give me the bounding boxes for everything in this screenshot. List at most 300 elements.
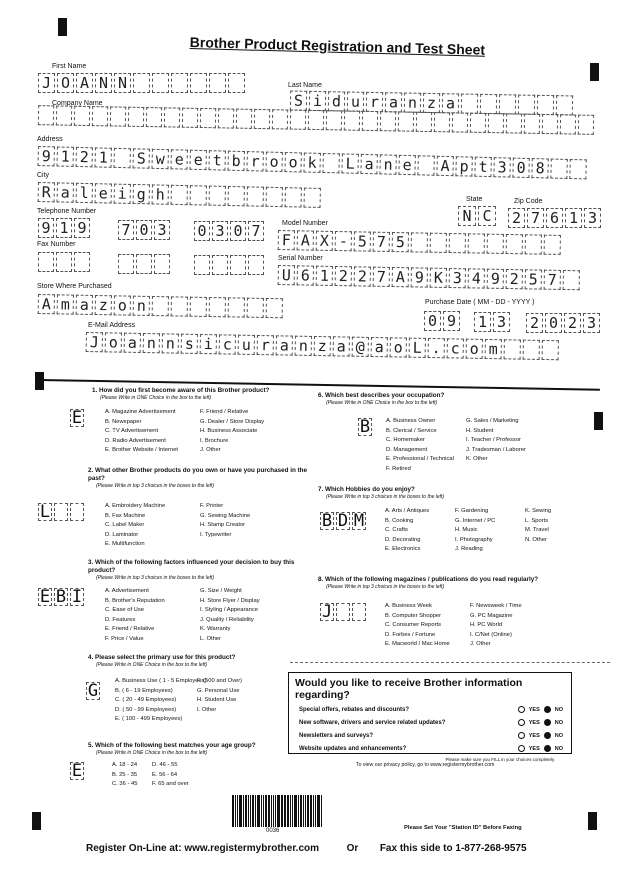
option-item: D. Features [105,616,136,623]
answer-box: B [359,417,371,437]
char-cell: n [379,154,396,174]
char-cell: 1 [56,218,72,238]
option-item: A. Business Use ( 1 - 5 Employees) [115,678,207,684]
char-cell: e [189,150,206,170]
question-7-text: 7. Which Hobbies do you enjoy? [318,486,415,493]
barcode-bar [271,795,272,827]
option-item: B. Cooking [385,517,414,524]
store-field[interactable] [38,294,283,318]
address-label: Address [37,136,63,143]
telephone-prefix-field[interactable] [118,220,170,240]
yes-radio[interactable] [518,745,525,752]
barcode-bar [281,795,283,827]
char-cell: o [105,332,122,352]
option-item: N. Other [525,536,547,543]
option-item: A. Embroidery Machine [105,503,166,509]
option-item: I. Typewriter [200,531,232,538]
question-8 [318,576,598,590]
char-cell [506,113,522,133]
option-item: E. Electronics [385,546,421,553]
char-cell [542,340,559,360]
question-5-instruction: (Please Write in ONE Choice in the box to the left) [96,749,208,756]
form-title: Brother Product Registration and Test Sheet [189,34,486,58]
option-item: K. Sewing [525,508,552,514]
barcode-bar [310,795,312,827]
answer-box: J [321,602,333,622]
yes-no-choice [518,745,563,752]
char-cell: 1 [474,312,491,332]
purchase-day-field[interactable] [474,312,510,332]
question-1-answer[interactable] [70,409,84,427]
char-cell: m [57,294,74,314]
answer-box: E [39,587,51,607]
char-cell: 0 [136,220,152,240]
purchase-month-field[interactable] [424,311,460,331]
option-item: M. Travel [525,527,549,534]
serial-number-field[interactable] [278,265,580,290]
option-item: I. Styling / Appearance [200,607,259,614]
char-cell [152,296,169,316]
option-item: L. Other [200,636,221,642]
char-cell [152,73,169,93]
brother-info-box [288,672,572,762]
char-cell: A [297,230,314,250]
char-cell [171,185,188,205]
char-cell [182,108,198,128]
barcode-bar [294,795,297,827]
answer-box: B [321,511,333,531]
info-option-row [289,703,571,716]
char-cell: S [290,91,307,111]
registration-mark [32,812,41,830]
first-name-field[interactable] [38,73,245,93]
char-cell [285,187,302,207]
question-5-answer[interactable] [70,762,84,780]
zip-field[interactable] [508,208,601,228]
char-cell: a [385,92,402,112]
option-item: F. Friend / Relative [200,409,249,415]
char-cell: z [314,336,331,356]
char-cell: 4 [468,268,485,288]
char-cell: 7 [373,232,390,252]
char-cell: O [57,73,74,93]
option-item: B. Newspaper [105,418,142,425]
char-cell: @ [352,337,369,357]
option-item: A. Advertisement [105,588,149,594]
no-label: NO [554,745,563,752]
char-cell [411,232,428,252]
char-cell: o [466,339,483,359]
option-item: C. 36 - 45 [112,781,138,788]
char-cell: z [95,295,112,315]
option-item: D. Radio Advertisement [105,437,166,444]
option-item: B. 25 - 35 [112,771,138,778]
barcode-bar [257,795,260,827]
answer-box: I [71,587,83,607]
footer [86,843,527,854]
no-radio[interactable] [544,745,551,752]
yes-label: YES [528,732,540,739]
char-cell: S [132,148,149,168]
barcode-bar [265,795,267,827]
char-cell: 9 [74,218,90,238]
char-cell [171,73,188,93]
city-label: City [37,172,50,179]
company-name-label: Company Name [52,100,103,107]
barcode-bar [298,795,299,827]
option-item: F. Retired [386,466,411,472]
char-cell [247,186,264,206]
info-box-footnote: Please make sure you FILL in your choices completely. [445,757,555,762]
option-item: C. Ease of Use [105,607,144,614]
char-cell [304,188,321,208]
option-item: G. Sewing Machine [200,512,251,519]
option-item: C. Crafts [385,527,408,534]
serial-number-label: Serial Number [278,255,323,262]
barcode-bar [250,795,251,827]
option-item: A. Magazine Advertisement [105,409,176,415]
char-cell [380,111,396,131]
char-cell [416,112,432,132]
char-cell: 0 [424,311,441,331]
model-number-label: Model Number [282,220,328,227]
char-cell: 3 [493,157,510,177]
email-label: E-Mail Address [88,322,136,329]
barcode-bar [245,795,247,827]
option-item: G. Dealer / Store Display [200,418,265,425]
fax-area-field[interactable] [38,252,90,272]
char-cell: a [76,295,93,315]
option-item: K. Other [466,456,488,463]
char-cell: k [303,152,320,172]
option-item: B. Brother's Reputation [105,597,165,604]
char-cell [56,105,72,125]
char-cell: i [114,184,131,204]
question-6-answer[interactable] [358,418,372,436]
char-cell: g [133,184,150,204]
question-6 [318,392,578,406]
char-cell [499,94,516,114]
char-cell [194,255,210,275]
barcode-bar [285,795,286,827]
char-cell [417,155,434,175]
option-item: H. Business Associate [200,428,258,435]
option-item: J. Other [470,641,491,648]
question-6-instruction: (Please Write in ONE Choice in the box to the left) [326,399,438,406]
option-item: F. Printer [200,503,224,509]
info-option-label: New software, drivers and service related updates? [299,719,446,726]
char-cell: n [404,93,421,113]
char-cell [480,94,497,114]
char-cell [452,112,468,132]
char-cell: p [455,156,472,176]
option-item: B. ( 6 - 19 Employees) [115,687,173,694]
barcode-bar [275,795,276,827]
char-cell: 7 [118,220,134,240]
char-cell: 0 [545,313,562,333]
option-item: F. Price / Value [105,636,144,642]
option-item: A. Arts / Antiques [385,508,430,514]
option-item: I. Teacher / Professor [466,437,521,444]
option-item: G. PC Magazine [470,612,513,619]
option-item: C. Consumer Reports [385,622,442,629]
char-cell [248,255,264,275]
char-cell [461,94,478,114]
char-cell: 1 [565,208,582,228]
char-cell: 2 [335,266,352,286]
char-cell: 3 [212,221,228,241]
telephone-label: Telephone Number [37,208,97,215]
option-item: I. Other [197,706,217,713]
question-8-answer[interactable] [320,603,366,621]
char-cell: N [95,73,112,93]
yes-radio[interactable] [518,719,525,726]
char-cell: . [428,338,445,358]
question-3-instruction: (Please Write in top 3 choices in the boxes to the left) [96,574,215,581]
fax-prefix-field[interactable] [118,254,170,274]
char-cell [110,106,126,126]
option-item: E. ( 100 - 499 Employees) [115,716,183,723]
option-item: E. Brother Website / Internet [105,447,179,454]
option-item: H. Store Flyer / Display [200,597,260,604]
option-item: A. Business Week [385,603,432,609]
last-name-label: Last Name [288,82,322,89]
option-item: C. TV Advertisement [105,428,159,435]
char-cell: w [151,149,168,169]
char-cell [563,270,580,290]
char-cell [537,95,554,115]
char-cell: o [390,337,407,357]
char-cell [326,110,342,130]
option-item: B. Computer Shopper [385,612,442,619]
char-cell [506,234,523,254]
state-label: State [466,196,483,203]
char-cell: u [238,335,255,355]
char-cell: 9 [487,269,504,289]
option-item: F. Newsweek / Time [470,603,522,609]
no-radio[interactable] [544,706,551,713]
info-option-label: Website updates and enhancements? [299,745,407,752]
purchase-year-field[interactable] [526,313,600,333]
option-item: J. Quality / Reliability [200,616,254,623]
char-cell: n [133,296,150,316]
question-2 [88,467,308,489]
answer-box: G [87,681,99,701]
option-item: E. Friend / Relative [105,626,155,633]
question-7-instruction: (Please Write in top 3 choices in the boxes to the left) [326,493,445,500]
char-cell: A [436,156,453,176]
char-cell: 9 [411,267,428,287]
barcode-bar [305,795,306,827]
char-cell: n [162,333,179,353]
char-cell [398,111,414,131]
char-cell: t [474,157,491,177]
char-cell [525,234,542,254]
answer-box [70,503,84,521]
address-field[interactable] [38,146,587,179]
char-cell [254,109,270,129]
char-cell [322,153,339,173]
model-number-field[interactable] [278,230,561,255]
char-cell: 9 [38,218,54,238]
char-cell: 0 [230,221,246,241]
telephone-line-field[interactable] [194,221,264,241]
char-cell [504,339,521,359]
zip-label: Zip Code [514,198,543,205]
registration-mark [588,812,597,830]
char-cell: a [442,93,459,113]
telephone-area-field[interactable] [38,218,90,238]
barcode-bar [315,795,316,827]
no-label: NO [554,706,563,713]
option-item: A. 18 - 24 [112,762,138,768]
char-cell [200,108,216,128]
answer-box: M [353,511,365,531]
char-cell: t [208,150,225,170]
char-cell: r [257,335,274,355]
char-cell: l [76,183,93,203]
no-label: NO [554,732,563,739]
char-cell: 9 [38,146,55,166]
barcode-bar [317,795,320,827]
char-cell: N [114,73,131,93]
char-cell: 0 [512,158,529,178]
char-cell: N [458,206,476,226]
state-field[interactable] [458,206,496,226]
fax-number-label: Fax Number [37,241,76,248]
char-cell: a [124,333,141,353]
info-option-label: Special offers, rebates and discounts? [299,706,410,713]
question-3-text: 3. Which of the following factors influenced your decision to buy this product? [88,559,295,574]
char-cell: e [398,155,415,175]
char-cell: o [265,152,282,172]
char-cell: 5 [354,231,371,251]
question-1-instruction: (Please Write in ONE Choice in the box to the left) [100,394,212,401]
question-3-answer[interactable] [38,588,84,606]
answer-box [54,503,68,521]
yes-radio[interactable] [518,732,525,739]
char-cell: a [276,335,293,355]
char-cell: i [309,91,326,111]
city-field[interactable] [38,182,321,208]
char-cell [230,255,246,275]
option-item: I. Photography [455,536,493,543]
char-cell: 9 [443,311,460,331]
char-cell [74,106,90,126]
option-item: L. Sports [525,517,549,524]
char-cell: o [114,295,131,315]
barcode [232,795,322,827]
question-4-answer[interactable] [86,682,100,700]
char-cell: 2 [564,313,581,333]
question-4-instruction: (Please Write in ONE Choice in the box to the left) [96,661,208,668]
char-cell: d [328,91,345,111]
char-cell: L [341,153,358,173]
question-7 [318,486,578,500]
char-cell: e [95,183,112,203]
char-cell [556,95,573,115]
barcode-bar [277,795,280,827]
option-item: D. ( 50 - 99 Employees) [115,706,177,713]
option-item: D. Laminator [105,531,139,538]
char-cell [212,255,228,275]
char-cell [190,73,207,93]
register-online-text: Register On-Line at: www.registermybrother.com [86,843,320,854]
barcode-bar [292,795,293,827]
char-cell [266,298,283,318]
char-cell [430,233,447,253]
char-cell [128,107,144,127]
question-7-answer[interactable] [320,512,366,530]
barcode-bar [321,795,322,827]
yes-no-choice [518,719,563,726]
fax-line-field[interactable] [194,255,264,275]
option-item: H. PC World [470,622,503,629]
char-cell: 3 [154,220,170,240]
char-cell: R [38,182,55,202]
char-cell: 5 [392,232,409,252]
char-cell [118,254,134,274]
char-cell: r [366,92,383,112]
char-cell: 1 [316,266,333,286]
char-cell: A [76,73,93,93]
barcode-bar [284,795,285,827]
option-item: E. Macworld / Mac Home [385,641,450,648]
no-radio[interactable] [544,719,551,726]
question-8-instruction: (Please Write in top 3 choices in the boxes to the left) [326,583,445,590]
info-box-heading: Would you like to receive Brother information regarding? [295,677,523,701]
char-cell: 3 [449,268,466,288]
char-cell: b [227,151,244,171]
char-cell: a [371,337,388,357]
char-cell [308,110,324,130]
answer-box: D [337,511,349,531]
question-2-answer[interactable] [38,503,84,521]
char-cell: 2 [354,266,371,286]
info-option-row [289,716,571,729]
char-cell: 3 [583,313,600,333]
question-2-text: 2. What other Brother products do you own or have you purchased in the past? [88,467,308,482]
option-item: H. Student [466,427,494,434]
option-item: E. 56 - 64 [152,771,178,778]
option-item: E. Professional / Technical [386,456,454,463]
char-cell [550,159,567,179]
info-option-label: Newsletters and surveys? [299,732,374,739]
email-field[interactable] [86,332,559,360]
option-item: E. Multifunction [105,541,145,548]
char-cell [209,186,226,206]
char-cell [468,233,485,253]
question-8-text: 8. Which of the following magazines / publications do you read regularly? [318,576,539,583]
char-cell: U [278,265,295,285]
option-item: A. Business Owner [386,418,436,424]
answer-box: B [55,587,67,607]
char-cell [488,113,504,133]
char-cell: X [316,231,333,251]
char-cell [560,114,576,134]
option-item: D. Forbes / Fortune [385,631,436,638]
char-cell [38,252,54,272]
question-4 [88,654,308,668]
no-radio[interactable] [544,732,551,739]
char-cell [470,113,486,133]
registration-mark [594,412,603,430]
char-cell: 3 [584,208,601,228]
char-cell [290,110,306,130]
option-item: G. Size / Weight [200,588,242,594]
barcode-bar [237,795,238,827]
yes-radio[interactable] [518,706,525,713]
